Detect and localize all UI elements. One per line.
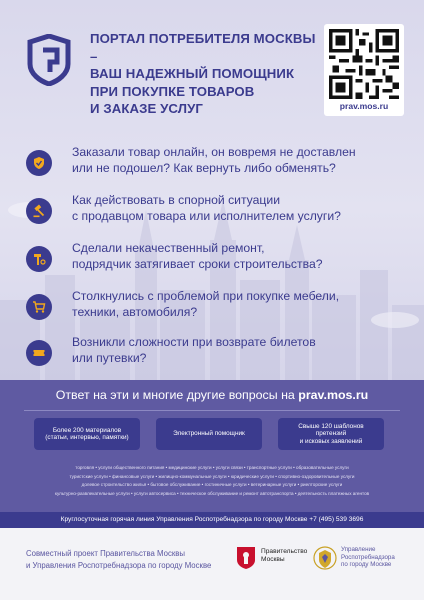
moscow-government-label <box>261 548 307 564</box>
headline-line: И ЗАКАЗЕ УСЛУГ <box>90 101 203 116</box>
ticket-icon <box>26 340 52 366</box>
rospotrebnadzor-emblem-icon <box>313 544 337 572</box>
hammer-icon <box>26 246 52 272</box>
faq-line: Столкнулись с проблемой при покупке мебели, <box>72 289 340 303</box>
materials-pill <box>34 418 140 450</box>
gov-line: Москвы <box>261 556 285 563</box>
faq-line: или не подошел? Как вернуть либо обменять? <box>72 161 336 175</box>
rpn-line: по городу Москве <box>341 561 392 568</box>
services-line: торговля • услуги общественного питания • медицинские услуги • услуги связи • транспортные услуги • образовательные услуги <box>75 465 349 470</box>
faq-line: Как действовать в спорной ситуации <box>72 193 281 207</box>
portal-logo-icon <box>26 34 72 86</box>
moscow-coat-of-arms-icon <box>236 546 256 570</box>
cart-icon-glyph <box>32 300 46 314</box>
info-band <box>0 380 424 512</box>
footer <box>0 528 424 600</box>
faq-line: или путевки? <box>72 351 147 365</box>
answer-line <box>0 388 424 402</box>
services-line: культурно-развлекательные услуги • услуги автосервиса • техническое обслуживание и ремонт автотранспорта • деятельность платежных агентов <box>54 490 370 496</box>
pill-line: Электронный помощник <box>173 430 245 438</box>
headline <box>90 30 320 118</box>
joint-project-text <box>26 548 226 572</box>
rpn-line: Роспотребнадзора <box>341 553 395 561</box>
qr-code-icon[interactable] <box>329 29 399 99</box>
hotline-bar: Круглосуточная горячая линия Управления Роспотребнадзора по городу Москве +7 (495) 539 3696 <box>0 512 424 528</box>
pill-line: Более 200 материалов <box>52 426 122 434</box>
qr-caption-link[interactable]: prav.mos.ru <box>339 101 389 111</box>
faq-item <box>26 334 406 374</box>
footer-line: и Управления Роспотребнадзора по городу Москве <box>26 561 212 570</box>
ticket-icon-glyph <box>32 346 46 360</box>
divider <box>24 410 400 411</box>
faq-line: с продавцом товара или исполнителем услуги? <box>72 209 341 223</box>
pill-content <box>298 423 363 446</box>
shield-icon <box>26 150 52 176</box>
faq-item <box>26 240 406 280</box>
faq-line: Возникли сложности при возврате билетов <box>72 335 316 349</box>
faq-item <box>26 192 406 232</box>
templates-pill <box>278 418 384 450</box>
faq-item <box>26 144 406 184</box>
gavel-icon <box>26 198 52 224</box>
headline-line: ВАШ НАДЕЖНЫЙ ПОМОЩНИК <box>90 66 295 81</box>
faq-line: техники, автомобиля? <box>72 305 198 319</box>
assistant-pill <box>156 418 262 450</box>
cart-icon <box>26 294 52 320</box>
shield-icon-glyph <box>32 156 46 170</box>
faq-question <box>72 192 402 224</box>
services-line: туристские услуги • финансовые услуги • жилищно-коммунальные услуги • юридические услуги • спортивно-оздоровительные услуги <box>69 473 355 479</box>
faq-line: Заказали товар онлайн, он вовремя не доставлен <box>72 145 356 159</box>
faq-line: подрядчик затягивает сроки строительства? <box>72 257 323 271</box>
services-list <box>24 464 400 498</box>
faq-line: Сделали некачественный ремонт, <box>72 241 265 255</box>
rospotrebnadzor-label <box>341 546 411 569</box>
footer-line: Совместный проект Правительства Москвы <box>26 549 186 558</box>
rpn-line: Управление <box>341 546 376 553</box>
pill-content <box>45 427 128 442</box>
headline-line: ПОРТАЛ ПОТРЕБИТЕЛЯ МОСКВЫ – <box>90 31 316 64</box>
pill-line: и исковых заявлений <box>299 437 363 445</box>
gavel-icon-glyph <box>32 204 46 218</box>
faq-question <box>72 288 402 320</box>
faq-item <box>26 288 406 328</box>
faq-question <box>72 334 402 366</box>
headline-line: ПРИ ПОКУПКЕ ТОВАРОВ <box>90 83 255 99</box>
services-line: долевое строительство жилья • бытовое обслуживание • гостиничные услуги • ветеринарные услуги • риелторские услуги <box>81 482 343 487</box>
pill-line: Свыше 120 шаблонов <box>298 422 364 430</box>
gov-line: Правительство <box>261 548 308 555</box>
faq-question <box>72 240 402 272</box>
pill-line: претензий <box>315 430 347 438</box>
qr-card[interactable] <box>324 24 404 116</box>
faq-question <box>72 144 402 176</box>
pill-line: (статьи, интервью, памятки) <box>45 434 129 441</box>
answer-prefix: Ответ на эти и многие другие вопросы на <box>55 388 299 402</box>
hammer-icon-glyph <box>32 252 46 266</box>
portal-link[interactable]: prav.mos.ru <box>298 388 369 402</box>
pill-content <box>173 430 245 438</box>
